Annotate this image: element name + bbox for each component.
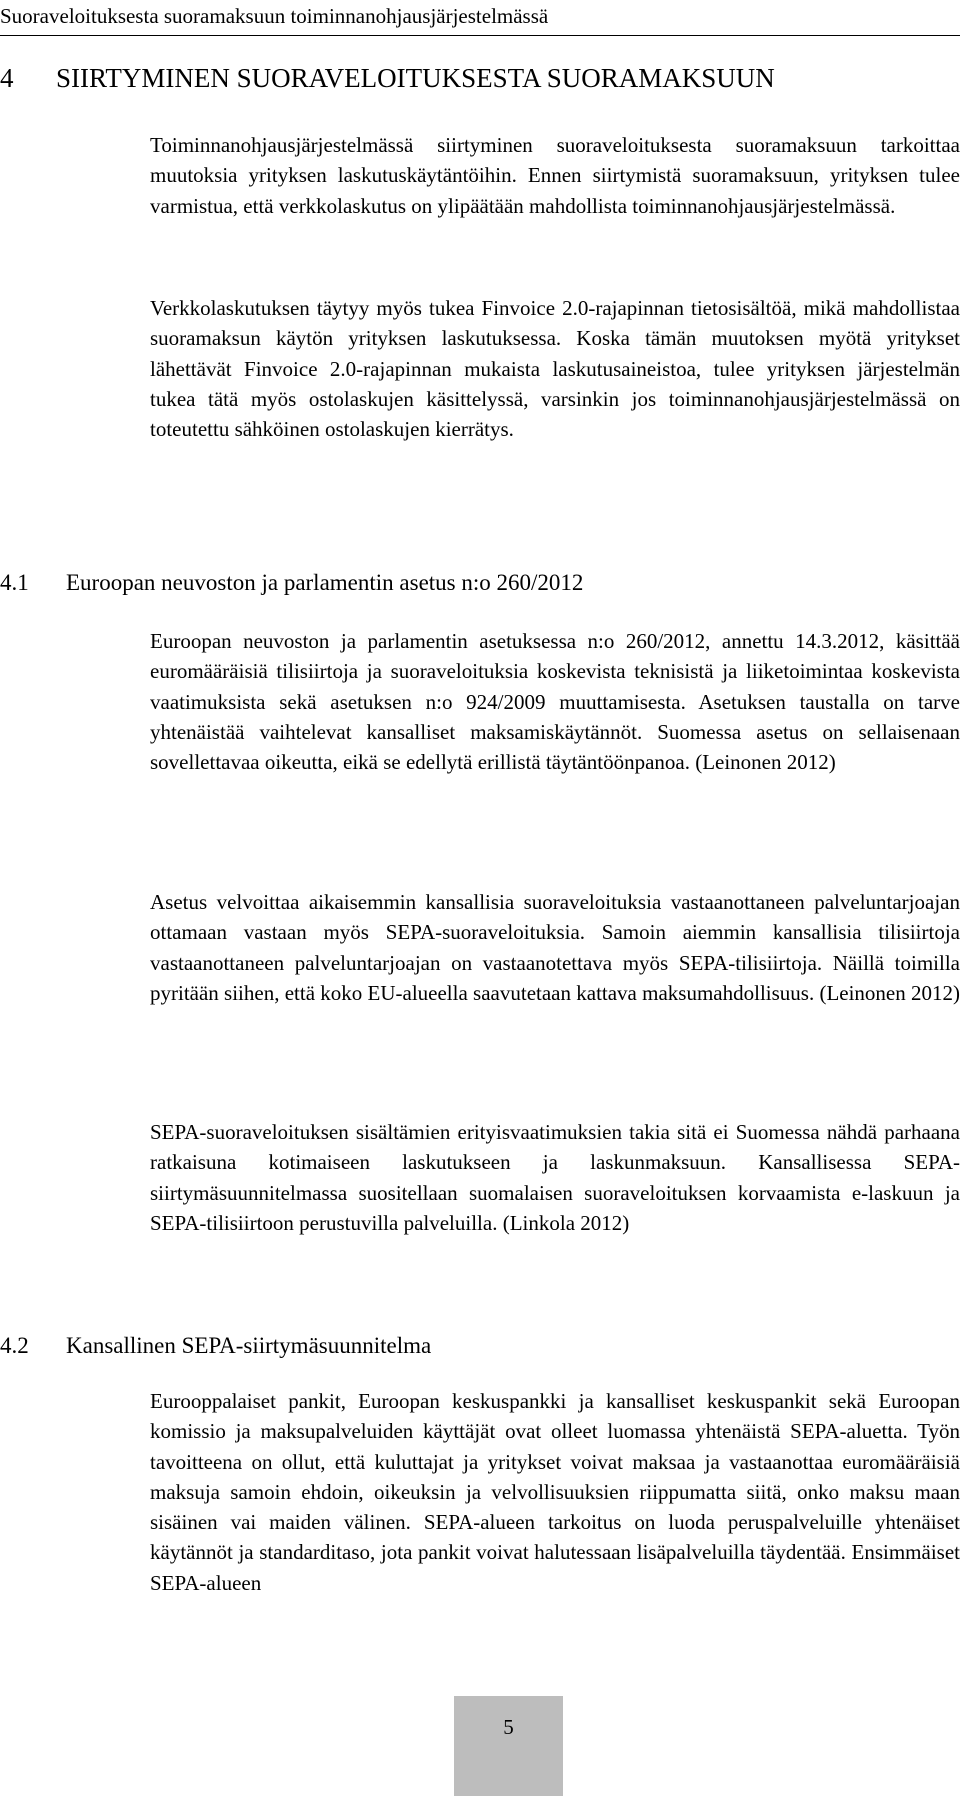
chapter-title: SIIRTYMINEN SUORAVELOITUKSESTA SUORAMAKSUUN	[56, 63, 775, 93]
section-title: Euroopan neuvoston ja parlamentin asetus n:o 260/2012	[66, 570, 584, 595]
paragraph: Euroopan neuvoston ja parlamentin asetuksessa n:o 260/2012, annettu 14.3.2012, käsittää euromääräisiä tilisiirtoja ja suoraveloituksia koskevista teknisistä ja liiketoimintaa koskevista vaatimuksista sekä asetuksen n:o 924/2009 muuttamisesta. Asetuksen taustalla on tarve yhtenäistää vaihtelevat kansalliset maksamiskäytännöt. Suomessa asetus on sellaisenaan sovellettavaa oikeutta, eikä se edellytä erillistä täytäntöönpanoa. (Leinonen 2012)	[150, 629, 960, 775]
paragraph: Toiminnanohjausjärjestelmässä siirtyminen suoraveloituksesta suoramaksuun tarkoittaa muutoksia yrityksen laskutuskäytäntöihin. Ennen siirtymistä suoramaksuun, yrityksen tulee varmistua, että verkkolaskutus on ylipäätään mahdollista toiminnanohjausjärjestelmässä.	[150, 133, 960, 218]
paragraph: Asetus velvoittaa aikaisemmin kansallisia suoraveloituksia vastaanottaneen palveluntarjoajan ottamaan vastaan myös SEPA-suoraveloituksia. Samoin aiemmin kansallisia tilisiirtoja vastaanottaneen palveluntarjoajan on vastaanotettava myös SEPA-tilisiirtoja. Näillä toimilla pyritään siihen, että koko EU-alueella saavutetaan kattava maksumahdollisuus. (Leinonen 2012)	[150, 890, 960, 1005]
chapter-number: 4	[0, 63, 14, 93]
running-header: Suoraveloituksesta suoramaksuun toiminnanohjausjärjestelmässä	[0, 4, 549, 28]
section-number: 4.1	[0, 570, 29, 595]
paragraph: Verkkolaskutuksen täytyy myös tukea Finvoice 2.0-rajapinnan tietosisältöä, mikä mahdollistaa suoramaksun käytön yrityksen laskutuksessa. Koska tämän muutoksen myötä yritykset lähettävät Finvoice 2.0-rajapinnan mukaista laskutusaineistoa, tulee yrityksen järjestelmän tukea tätä myös ostolaskujen käsittelyssä, varsinkin jos toiminnanohjausjärjestelmässä on toteutettu sähköinen ostolaskujen kierrätys.	[150, 296, 960, 442]
section-title: Kansallinen SEPA-siirtymäsuunnitelma	[66, 1333, 432, 1358]
header-divider	[0, 35, 960, 36]
paragraph: SEPA-suoraveloituksen sisältämien erityisvaatimuksien takia sitä ei Suomessa nähdä parhaana ratkaisuna kotimaiseen laskutukseen ja laskunmaksuun. Kansallisessa SEPA-siirtymäsuunnitelmassa suositellaan suomalaisen suoraveloituksen korvaamista e-laskuun ja SEPA-tilisiirtoon perustuvilla palveluilla. (Linkola 2012)	[150, 1120, 960, 1235]
paragraph: Eurooppalaiset pankit, Euroopan keskuspankki ja kansalliset keskuspankit sekä Euroopan komissio ja maksupalveluiden käyttäjät ovat olleet luomassa yhtenäistä SEPA-aluetta. Työn tavoitteena on ollut, että kuluttajat ja yritykset voivat maksaa ja vastaanottaa euromääräisiä maksuja samoin ehdoin, oikeuksin ja velvollisuuksien riippumatta siitä, onko maksu maan sisäinen vai maiden välinen. SEPA-alueen tarkoitus on luoda peruspalveluille yhtenäiset käytännöt ja standarditaso, jota pankit voivat halutessaan lisäpalveluilla täydentää. Ensimmäiset SEPA-alueen	[150, 1389, 960, 1595]
section-number: 4.2	[0, 1333, 29, 1358]
page-number: 5	[454, 1696, 563, 1796]
section-heading-4-1	[0, 568, 583, 598]
chapter-heading	[0, 62, 775, 94]
section-heading-4-2	[0, 1331, 431, 1361]
